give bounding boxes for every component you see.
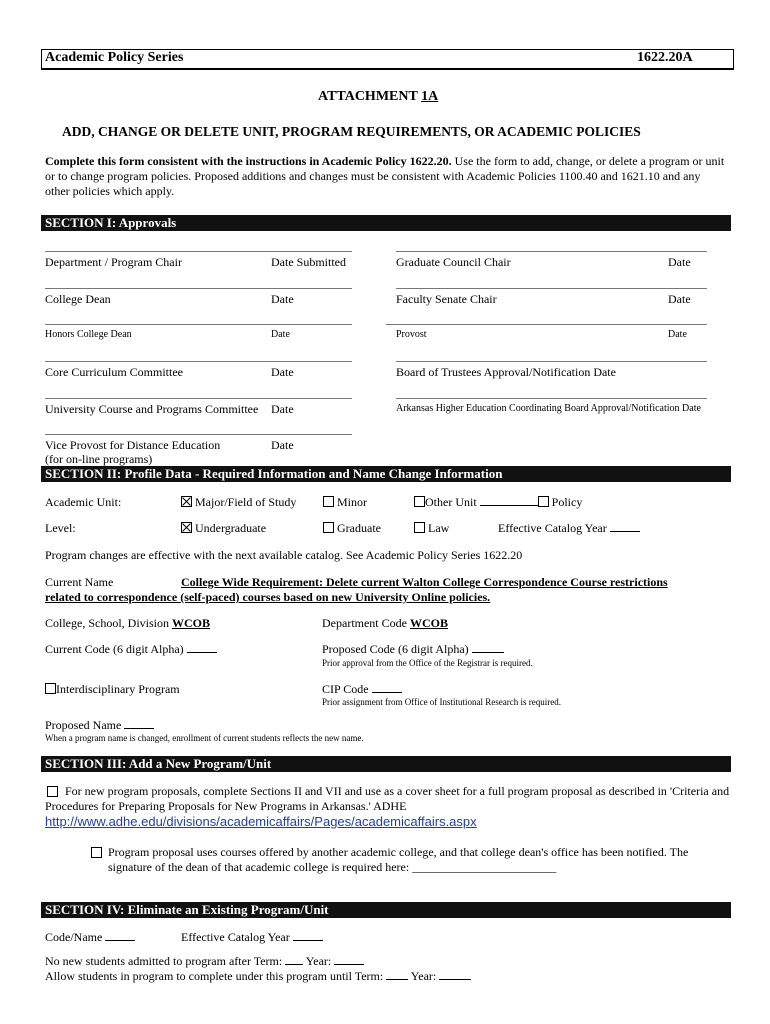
checkbox-checked-icon[interactable] <box>181 496 192 507</box>
option-law-label: Law <box>428 521 450 535</box>
signature-line[interactable] <box>396 288 707 289</box>
option-other-label: Other Unit <box>425 495 477 509</box>
signature-line[interactable] <box>396 361 707 362</box>
sig-faculty-senate: Faculty Senate Chair <box>396 292 497 306</box>
courses-checkbox-wrap[interactable] <box>91 846 102 861</box>
college-label: College, School, Division <box>45 616 169 630</box>
sig-provost: Provost <box>396 329 427 340</box>
catalog-year-blank[interactable] <box>610 521 640 532</box>
sig-vice-provost: Vice Provost for Distance Education <box>45 438 221 452</box>
eliminate-catalog-blank[interactable] <box>293 930 323 941</box>
other-unit-blank[interactable] <box>480 495 538 506</box>
allow-students-label: Allow students in program to complete under this program until Term: <box>45 969 384 983</box>
checkbox-icon[interactable] <box>414 522 425 533</box>
eliminate-catalog-label: Effective Catalog Year <box>181 930 290 944</box>
sig-board-trustees: Board of Trustees Approval/Notification Date <box>396 365 616 379</box>
dept-field <box>322 616 448 631</box>
sig-date: Date <box>668 255 691 269</box>
checkbox-checked-icon[interactable] <box>181 522 192 533</box>
adhe-link-wrap <box>45 814 477 830</box>
section-4-bar: SECTION IV: Eliminate an Existing Program/Unit <box>41 902 731 918</box>
signature-line[interactable] <box>396 251 707 252</box>
option-major-label: Major/Field of Study <box>195 495 297 509</box>
academic-unit-label: Academic Unit: <box>45 495 122 509</box>
sig-vice-provost-sub: (for on-line programs) <box>45 452 153 466</box>
interdisciplinary-label: Interdisciplinary Program <box>56 682 180 696</box>
allow-year-label: Year: <box>410 969 437 983</box>
sig-adhe-board: Arkansas Higher Education Coordinating Board Approval/Notification Date <box>396 403 701 414</box>
current-name-value-2: related to correspondence (self-paced) courses based on new University Online policies. <box>45 590 491 604</box>
proposed-name-note: When a program name is changed, enrollment of current students reflects the new name. <box>45 733 364 743</box>
current-name-value-1: College Wide Requirement: Delete current Walton College Correspondence Course restrictions <box>181 575 668 589</box>
current-code-blank[interactable] <box>187 642 217 653</box>
allow-students-field <box>45 969 471 984</box>
sig-date: Date <box>668 292 691 306</box>
proposed-code-blank[interactable] <box>472 642 504 653</box>
no-new-students-field <box>45 954 364 969</box>
cip-field <box>322 682 402 697</box>
section-2-bar: SECTION II: Profile Data - Required Information and Name Change Information <box>41 466 731 482</box>
no-new-year-blank[interactable] <box>334 954 364 965</box>
sig-date: Date <box>271 438 294 452</box>
sig-date: Date <box>271 365 294 379</box>
option-other-unit[interactable] <box>414 495 582 510</box>
intro-rest: Use the form to add, change, or delete a program or unit or to change program policies. Proposed additions and changes must be consistent with Academic Policies 1100.40 and 1621.10 and any other policies which apply. <box>45 154 725 198</box>
level-label: Level: <box>45 521 76 535</box>
code-name-label: Code/Name <box>45 930 103 944</box>
form-title: ADD, CHANGE OR DELETE UNIT, PROGRAM REQUIREMENTS, OR ACADEMIC POLICIES <box>62 124 641 139</box>
attachment-title <box>318 89 438 105</box>
proposed-name-field <box>45 718 154 733</box>
effective-catalog-year <box>498 521 640 536</box>
policy-number: 1622.20A <box>637 50 693 65</box>
sig-core-curriculum: Core Curriculum Committee <box>45 365 183 379</box>
intro-bold: Complete this form consistent with the instructions in Academic Policy 1622.20. <box>45 154 452 168</box>
proposed-name-label: Proposed Name <box>45 718 122 732</box>
signature-line[interactable] <box>45 361 352 362</box>
checkbox-icon[interactable] <box>45 683 56 694</box>
sig-date: Date <box>668 329 687 340</box>
option-major[interactable] <box>181 495 296 510</box>
new-program-text: For new program proposals, complete Sections II and VII and use as a cover sheet for a full program proposal as described in 'Criteria and Procedures for Preparing Proposals for New Programs in Arkansas.' ADHE <box>45 784 730 813</box>
current-code-label: Current Code (6 digit Alpha) <box>45 642 184 656</box>
sig-date: Date <box>271 292 294 306</box>
cip-blank[interactable] <box>372 682 402 693</box>
no-new-term-blank[interactable] <box>285 954 303 965</box>
no-new-students-label: No new students admitted to program after Term: <box>45 954 283 968</box>
option-undergraduate-label: Undergraduate <box>195 521 267 535</box>
adhe-link[interactable]: http://www.adhe.edu/divisions/academicaffairs/Pages/academicaffairs.aspx <box>45 814 477 829</box>
intro-text <box>45 154 725 199</box>
attachment-id: 1A <box>421 89 439 104</box>
college-value[interactable]: WCOB <box>172 616 211 630</box>
dept-value[interactable]: WCOB <box>409 616 448 630</box>
sig-dept-chair: Department / Program Chair <box>45 255 182 269</box>
checkbox-icon[interactable] <box>538 496 549 507</box>
attachment-prefix: ATTACHMENT <box>318 89 422 104</box>
sig-honors-dean: Honors College Dean <box>45 329 132 340</box>
policy-series: Academic Policy Series <box>45 50 184 65</box>
cip-label: CIP Code <box>322 682 369 696</box>
no-new-year-label: Year: <box>305 954 332 968</box>
sig-date: Date Submitted <box>271 255 346 269</box>
allow-term-blank[interactable] <box>386 969 408 980</box>
courses-text: Program proposal uses courses offered by another academic college, and that college dean's office has been notified. The signature of the dean of that academic college is required here: ________________________ <box>108 845 689 874</box>
catalog-note: Program changes are effective with the next available catalog. See Academic Policy Series 1622.20 <box>45 548 523 562</box>
option-graduate-label: Graduate <box>337 521 381 535</box>
college-field <box>45 616 210 631</box>
sig-college-dean: College Dean <box>45 292 111 306</box>
option-undergraduate[interactable] <box>181 521 266 536</box>
proposed-code-field <box>322 642 504 657</box>
signature-line[interactable] <box>45 324 352 325</box>
sig-date: Date <box>271 329 290 340</box>
code-name-field <box>45 930 135 945</box>
checkbox-icon[interactable] <box>323 522 334 533</box>
code-name-blank[interactable] <box>105 930 135 941</box>
sig-graduate-council: Graduate Council Chair <box>396 255 511 269</box>
signature-line[interactable] <box>45 434 352 435</box>
checkbox-icon[interactable] <box>414 496 425 507</box>
current-name-label: Current Name <box>45 575 114 589</box>
signature-line[interactable] <box>45 398 352 399</box>
signature-line[interactable] <box>45 288 352 289</box>
signature-line[interactable] <box>396 398 707 399</box>
proposed-name-blank[interactable] <box>124 718 154 729</box>
option-minor-label: Minor <box>337 495 367 509</box>
option-law[interactable] <box>414 521 449 536</box>
effective-catalog-label: Effective Catalog Year <box>498 521 607 535</box>
sig-ucpc: University Course and Programs Committee <box>45 402 259 416</box>
signature-line[interactable] <box>386 324 707 325</box>
option-graduate[interactable] <box>323 521 381 536</box>
section-3-bar: SECTION III: Add a New Program/Unit <box>41 756 731 772</box>
proposed-code-note: Prior approval from the Office of the Registrar is required. <box>322 658 533 668</box>
option-policy-label: Policy <box>551 495 583 509</box>
current-code-field <box>45 642 217 657</box>
checkbox-icon[interactable] <box>323 496 334 507</box>
sig-date: Date <box>271 402 294 416</box>
interdisciplinary-option[interactable] <box>45 682 180 697</box>
checkbox-icon[interactable] <box>91 847 102 858</box>
cip-note: Prior assignment from Office of Institutional Research is required. <box>322 697 562 707</box>
proposed-code-label: Proposed Code (6 digit Alpha) <box>322 642 469 656</box>
eliminate-catalog-field <box>181 930 323 945</box>
dept-label: Department Code <box>322 616 407 630</box>
option-minor[interactable] <box>323 495 367 510</box>
section-1-bar: SECTION I: Approvals <box>41 215 731 231</box>
allow-year-blank[interactable] <box>439 969 471 980</box>
signature-line[interactable] <box>45 251 352 252</box>
